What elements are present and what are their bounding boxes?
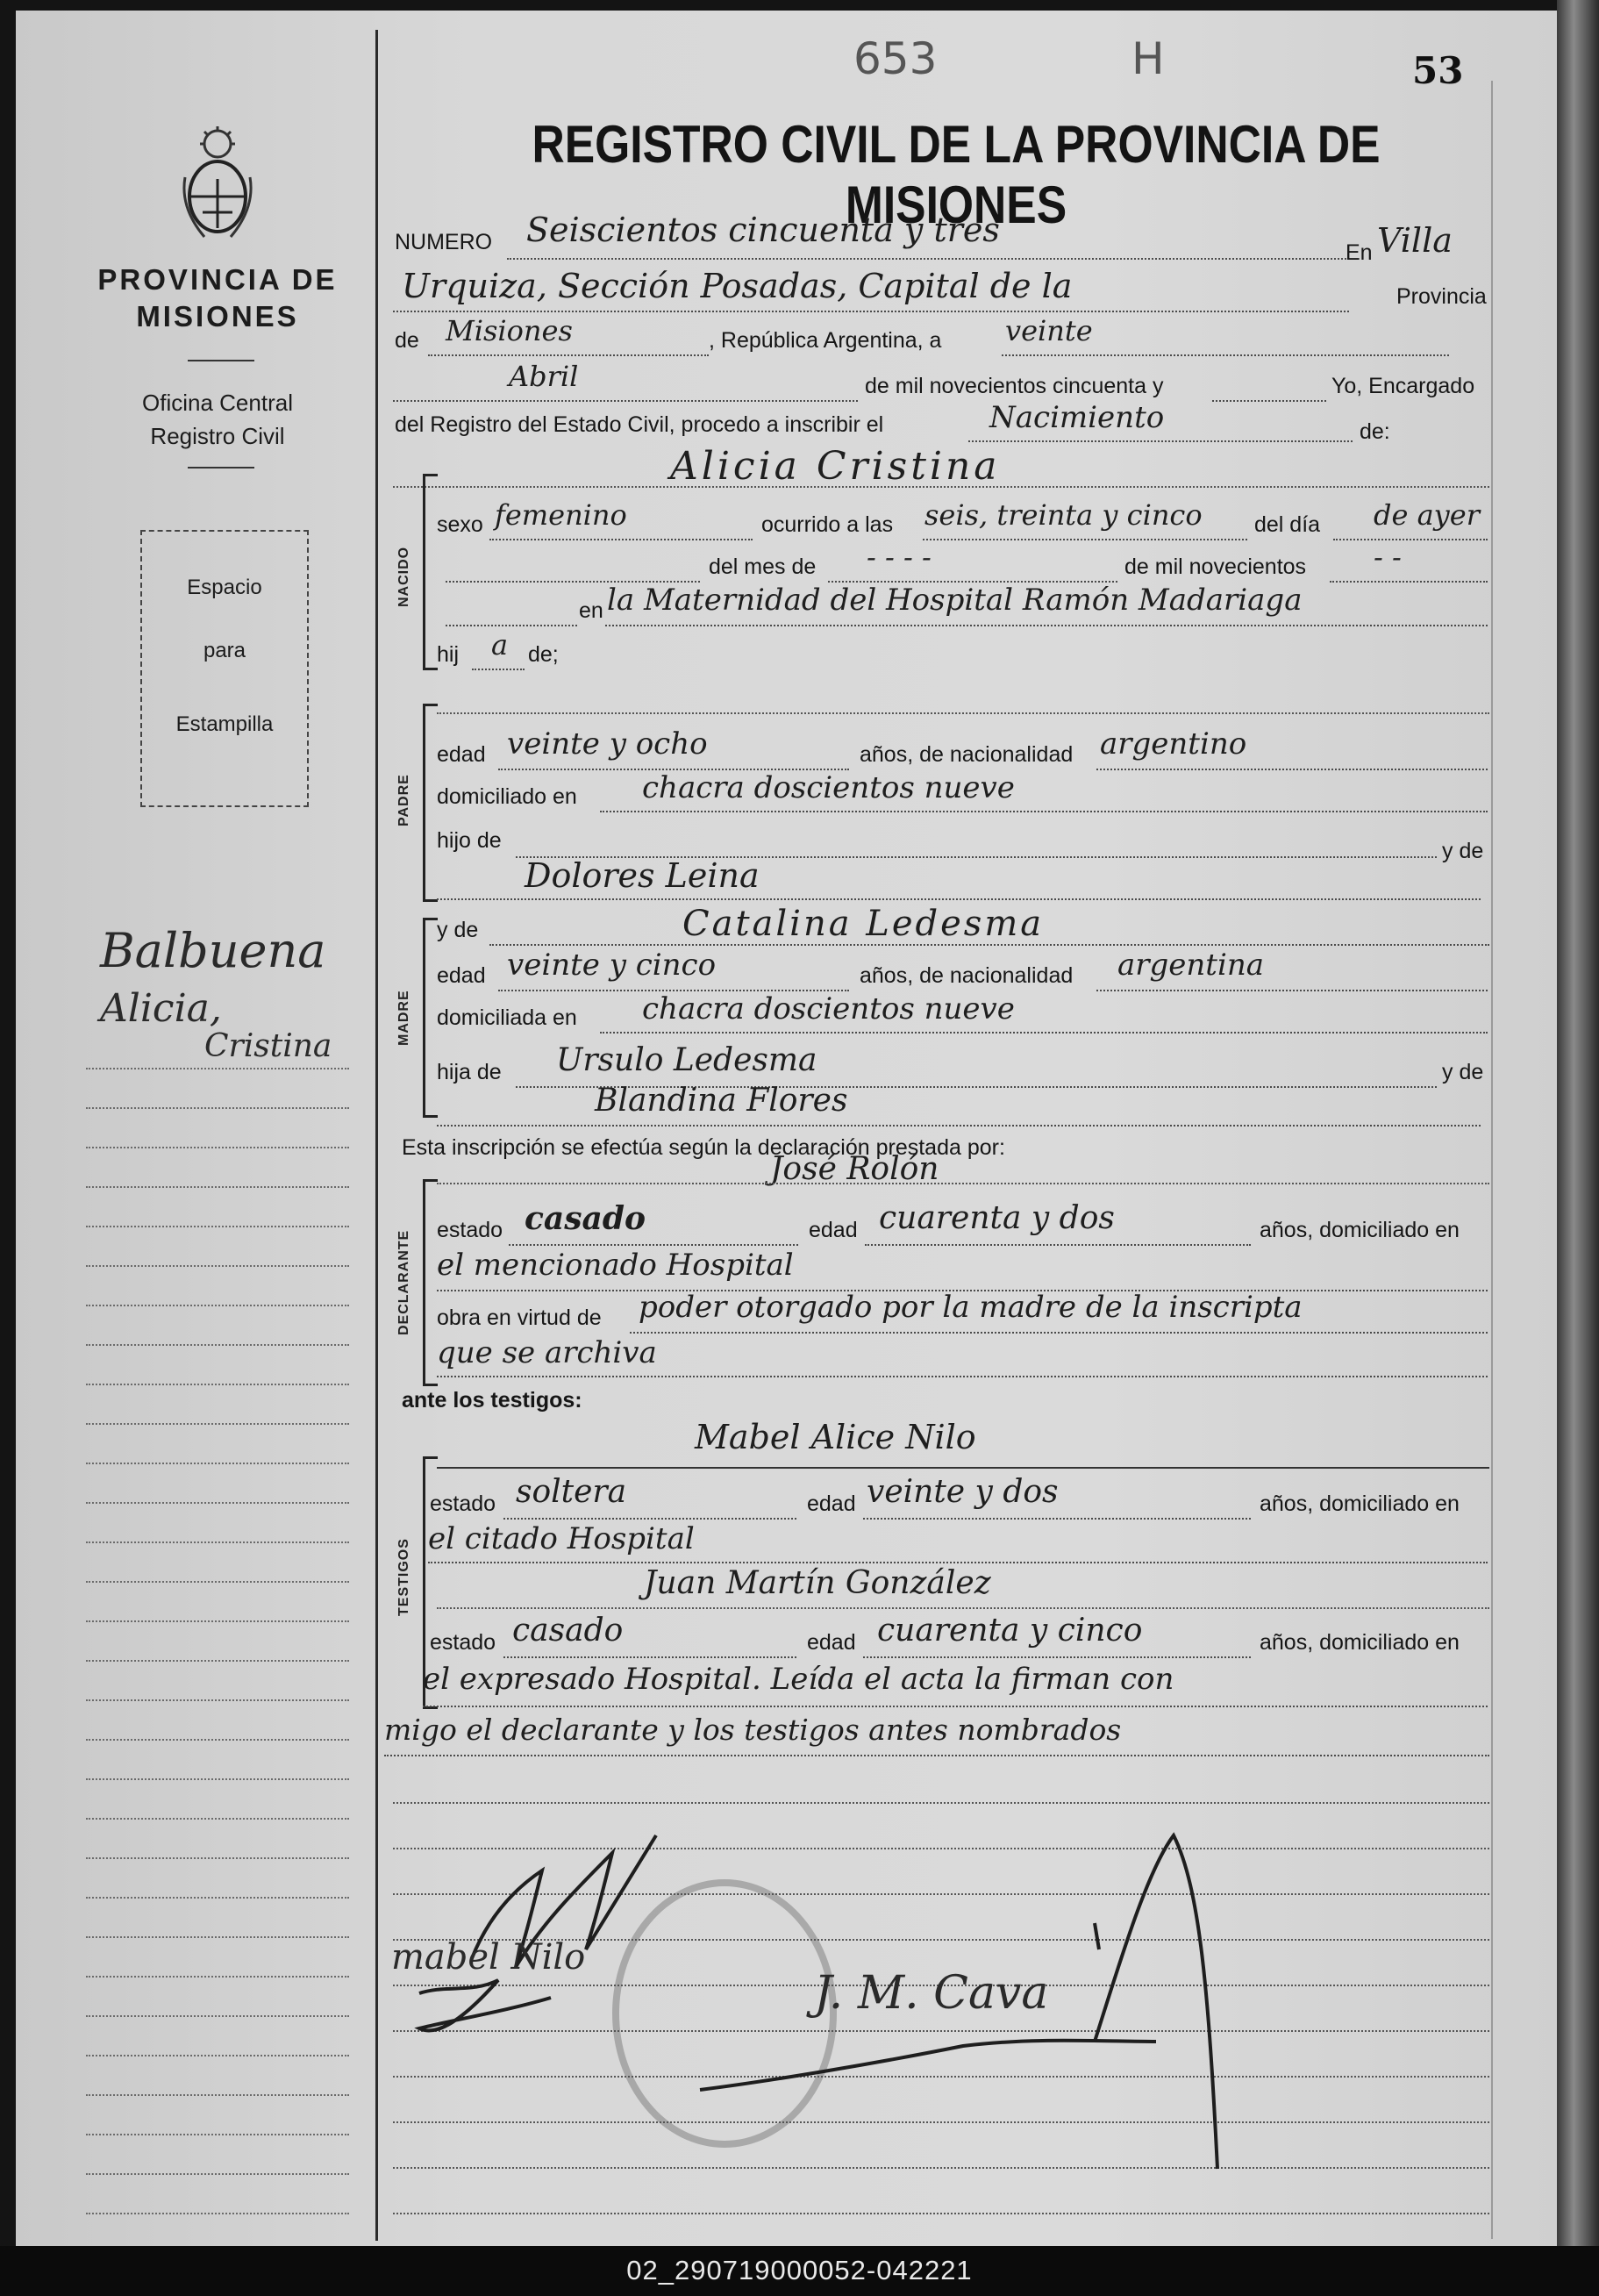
mes-nacimiento-value: - - - - [867, 540, 932, 574]
encargado-label: Yo, Encargado [1331, 374, 1475, 398]
stamp-label-1: Espacio [187, 576, 262, 599]
declarante-section-label: DECLARANTE [396, 1229, 411, 1335]
mil-label: de mil novecientos [1124, 554, 1307, 579]
abuela-materna-value: Blandina Flores [595, 1083, 848, 1119]
testigo1-domicilio: el citado Hospital [428, 1521, 695, 1556]
hij-label: hij [437, 642, 460, 667]
madre-section-label: MADRE [396, 990, 411, 1046]
provincia-label: Provincia [1396, 284, 1487, 309]
domicilio-madre-label: domiciliada en [437, 1005, 577, 1030]
sexo-label: sexo [437, 512, 483, 537]
domicilio-declarante-value: el mencionado Hospital [437, 1248, 794, 1283]
testigo2-nombre: Juan Martín González [644, 1565, 991, 1601]
office-line-1: Oficina Central [142, 390, 293, 416]
madre-nombre-value: Catalina Ledesma [682, 904, 1045, 944]
nombre-inscripto: Alicia Cristina [670, 444, 1001, 489]
testigos-section-label: TESTIGOS [396, 1538, 411, 1616]
stamp-label-2: para [203, 639, 246, 662]
y-de-padre-label: y de [1442, 839, 1484, 863]
acto-value: Nacimiento [989, 400, 1165, 435]
edad-madre-value: veinte y cinco [507, 948, 717, 983]
abuela-paterna-value: Dolores Leina [525, 856, 760, 895]
province-heading [77, 261, 358, 335]
testigo1-estado: soltera [516, 1474, 627, 1510]
hora-value: seis, treinta y cinco [924, 498, 1203, 532]
nacionalidad-padre-value: argentino [1100, 726, 1247, 762]
declarante-bracket [423, 1179, 438, 1386]
domicilio-padre-label: domiciliado en [437, 784, 577, 809]
edad-testigo1-label: edad [807, 1491, 856, 1516]
scan-code: 02_290719000052-042221 [626, 2255, 973, 2285]
en-lugar-label: en [579, 598, 603, 623]
page-number: 53 [1412, 49, 1464, 92]
padre-section-label: PADRE [396, 774, 411, 826]
testigo2-estado: casado [512, 1613, 624, 1649]
stamp-space-box [140, 530, 309, 807]
margin-name-2: Cristina [204, 1028, 332, 1064]
nacido-bracket [423, 474, 438, 670]
de-value: Misiones [446, 314, 573, 347]
sexo-value: femenino [495, 498, 627, 532]
dia-nacimiento-value: de ayer [1374, 498, 1480, 532]
estado-declarante-label: estado [437, 1218, 503, 1242]
mes-label: del mes de [709, 554, 817, 579]
en-label: En [1346, 240, 1373, 265]
register-page [16, 11, 1557, 2246]
anio-label: de mil novecientos cincuenta y [865, 374, 1164, 398]
scanner-edge [1557, 0, 1599, 2246]
lugar-value: la Maternidad del Hospital Ramón Madariaga [607, 583, 1303, 618]
handwritten-letter: H [1131, 33, 1165, 84]
declarante-nombre: José Rolón [770, 1151, 939, 1187]
padre-bracket [423, 704, 438, 902]
hij-value: a [491, 628, 509, 662]
edad-declarante-label: edad [809, 1218, 858, 1242]
firma-encargado: J. M. Cava [814, 1967, 1049, 2020]
margin-name-1: Alicia, [100, 986, 222, 1031]
y-de-madre2-label: y de [1442, 1060, 1484, 1084]
edad-padre-value: veinte y ocho [507, 726, 708, 762]
de-padres-label: de; [528, 642, 559, 667]
divider-rule [188, 360, 254, 361]
en-value: Villa [1377, 221, 1453, 260]
madre-bracket [423, 918, 438, 1118]
mil-value: - - [1374, 540, 1402, 574]
republica-label: , República Argentina, a [709, 328, 942, 353]
abuelo-materno-value: Ursulo Ledesma [556, 1042, 817, 1078]
obra-value: poder otorgado por la madre de la inscripta [639, 1290, 1303, 1325]
province-line-1: PROVINCIA DE [97, 263, 338, 296]
de-label: de [395, 328, 419, 353]
left-margin-column [16, 11, 375, 2246]
testigo1-nombre: Mabel Alice Nilo [695, 1418, 976, 1456]
edad-padre-label: edad [437, 742, 486, 767]
del-dia-label: del día [1254, 512, 1321, 537]
domicilio-madre-value: chacra doscientos nueve [642, 991, 1015, 1026]
margin-surname: Balbuena [100, 923, 326, 978]
registro-label: del Registro del Estado Civil, procedo a inscribir el [395, 412, 884, 437]
hijo-de-label: hijo de [437, 828, 502, 853]
obra-label: obra en virtud de [437, 1305, 602, 1330]
handwritten-record-number: 653 [853, 33, 938, 84]
de2-label: de: [1360, 419, 1390, 444]
anios-padre-label: años, de nacionalidad [860, 742, 1074, 767]
office-line-2: Registro Civil [150, 423, 285, 449]
anios-madre-label: años, de nacionalidad [860, 963, 1074, 988]
firma-testigo: mabel Nilo [391, 1937, 586, 1978]
numero-label: NUMERO [395, 230, 493, 254]
edad-declarante-value: cuarenta y dos [879, 1200, 1115, 1236]
right-margin-rule [1491, 81, 1493, 2239]
testigos-intro: ante los testigos: [402, 1388, 582, 1413]
testigo2-domicilio: el expresado Hospital. Leída el acta la firman con [423, 1662, 1174, 1697]
cierre-acta: migo el declarante y los testigos antes nombrados [384, 1713, 1122, 1747]
anios-declarante-label: años, domiciliado en [1260, 1218, 1460, 1242]
province-line-2: MISIONES [136, 300, 299, 333]
divider-rule [188, 467, 254, 468]
anios-testigo2-label: años, domiciliado en [1260, 1630, 1460, 1655]
office-heading [104, 386, 332, 453]
document-title: REGISTRO CIVIL DE LA PROVINCIA DE MISIONES [532, 115, 1381, 234]
estado-declarante-value: casado [525, 1200, 646, 1237]
edad-madre-label: edad [437, 963, 486, 988]
domicilio-padre-value: chacra doscientos nueve [642, 770, 1015, 805]
edad-testigo2-label: edad [807, 1630, 856, 1655]
declaracion-intro: Esta inscripción se efectúa según la declaración prestada por: [402, 1135, 1005, 1160]
mes-value: Abril [509, 360, 579, 393]
y-de-madre-label: y de [437, 918, 479, 942]
obra-value-2: que se archiva [437, 1335, 657, 1370]
estado-testigo2-label: estado [430, 1630, 496, 1655]
coat-of-arms-icon [178, 125, 257, 247]
stamp-label-3: Estampilla [175, 712, 274, 736]
testigo1-edad: veinte y dos [867, 1474, 1059, 1510]
numero-value: Seiscientos cincuenta y tres [526, 211, 1000, 249]
dia-value: veinte [1005, 314, 1093, 347]
anios-testigo1-label: años, domiciliado en [1260, 1491, 1460, 1516]
testigo2-edad: cuarenta y cinco [877, 1613, 1143, 1649]
place-value: Urquiza, Sección Posadas, Capital de la [402, 267, 1073, 305]
hija-de-label: hija de [437, 1060, 502, 1084]
nacionalidad-madre-value: argentina [1117, 948, 1265, 983]
ocurrido-label: ocurrido a las [761, 512, 894, 537]
estado-testigo1-label: estado [430, 1491, 496, 1516]
nacido-section-label: NACIDO [396, 546, 411, 607]
scan-footer [0, 2246, 1599, 2296]
